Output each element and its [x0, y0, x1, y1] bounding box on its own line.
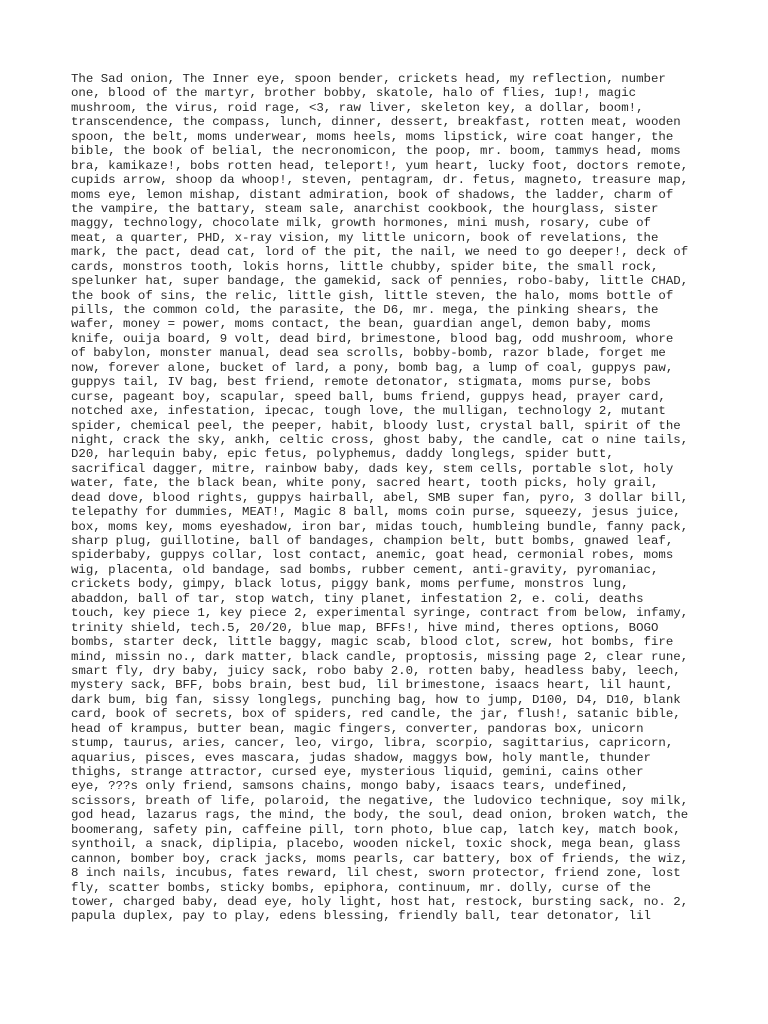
text-line: D20, harlequin baby, epic fetus, polyphemus, daddy longlegs, spider butt,	[71, 447, 614, 462]
text-line: bombs, starter deck, little baggy, magic scab, blood clot, screw, hot bombs, fire	[71, 635, 674, 650]
body-text	[71, 72, 711, 924]
text-line: trinity shield, tech.5, 20/20, blue map, BFFs!, hive mind, theres options, BOGO	[71, 620, 659, 635]
text-line: of babylon, monster manual, dead sea scrolls, bobby-bomb, razor blade, forget me	[71, 346, 666, 361]
text-line: transcendence, the compass, lunch, dinner, dessert, breakfast, rotten meat, wooden	[71, 115, 681, 130]
text-line: pills, the common cold, the parasite, the D6, mr. mega, the pinking shears, the	[71, 303, 659, 317]
text-line: spider, chemical peel, the peeper, habit, bloody lust, crystal ball, spirit of the	[71, 418, 681, 433]
text-line: box, moms key, moms eyeshadow, iron bar, midas touch, humbleing bundle, fanny pack,	[71, 519, 689, 534]
text-line: boomerang, safety pin, caffeine pill, torn photo, blue cap, latch key, match book,	[71, 822, 681, 837]
text-line: notched axe, infestation, ipecac, tough love, the mulligan, technology 2, mutant	[71, 404, 666, 419]
text-line: thighs, strange attractor, cursed eye, mysterious liquid, gemini, cains other	[71, 765, 644, 779]
text-line: touch, key piece 1, key piece 2, experimental syringe, contract from below, infamy,	[71, 606, 689, 621]
text-line: curse, pageant boy, scapular, speed ball, bums friend, guppys head, prayer card,	[71, 389, 666, 404]
text-line: meat, a quarter, PHD, x-ray vision, my little unicorn, book of revelations, the	[71, 230, 659, 245]
text-line: card, book of secrets, box of spiders, red candle, the jar, flush!, satanic bible,	[71, 707, 681, 722]
text-line: mind, missin no., dark matter, black candle, proptosis, missing page 2, clear rune,	[71, 649, 689, 664]
text-line: aquarius, pisces, eves mascara, judas shadow, maggys bow, holy mantle, thunder	[71, 750, 651, 765]
text-line: now, forever alone, bucket of lard, a pony, bomb bag, a lump of coal, guppys paw,	[71, 360, 674, 375]
text-line: maggy, technology, chocolate milk, growth hormones, mini mush, rosary, cube of	[71, 216, 651, 231]
text-line: tower, charged baby, dead eye, holy light, host hat, restock, bursting sack, no. 2,	[71, 894, 689, 909]
text-line: telepathy for dummies, MEAT!, Magic 8 ball, moms coin purse, squeezy, jesus juice,	[71, 505, 681, 520]
text-line: spelunker hat, super bandage, the gamekid, sack of pennies, robo-baby, little CHAD,	[71, 274, 689, 289]
text-line: stump, taurus, aries, cancer, leo, virgo, libra, scorpio, sagittarius, capricorn,	[71, 736, 674, 751]
text-line: dark bum, big fan, sissy longlegs, punching bag, how to jump, D100, D4, D10, blank	[71, 692, 681, 707]
text-line: papula duplex, pay to play, edens blessing, friendly ball, tear detonator, lil	[71, 909, 651, 924]
text-line: night, crack the sky, ankh, celtic cross, ghost baby, the candle, cat o nine tails,	[71, 432, 689, 447]
text-line: mushroom, the virus, roid rage, <3, raw liver, skeleton key, a dollar, boom!,	[71, 100, 644, 115]
text-line: knife, ouija board, 9 volt, dead bird, brimestone, blood bag, odd mushroom, whore	[71, 331, 674, 346]
text-line: spiderbaby, guppys collar, lost contact, anemic, goat head, cermonial robes, moms	[71, 548, 674, 563]
text-line: scissors, breath of life, polaroid, the negative, the ludovico technique, soy milk,	[71, 793, 689, 808]
text-line: cards, monstros tooth, lokis horns, little chubby, spider bite, the small rock,	[71, 259, 659, 274]
text-line: god head, lazarus rags, the mind, the body, the soul, dead onion, broken watch, the	[71, 808, 689, 823]
text-line: head of krampus, butter bean, magic fingers, converter, pandoras box, unicorn	[71, 721, 644, 736]
text-line: bra, kamikaze!, bobs rotten head, teleport!, yum heart, lucky foot, doctors remote,	[71, 158, 689, 173]
text-line: spoon, the belt, moms underwear, moms heels, moms lipstick, wire coat hanger, the	[71, 129, 674, 144]
text-line: water, fate, the black bean, white pony, sacred heart, tooth picks, holy grail,	[71, 476, 659, 491]
text-line: crickets body, gimpy, black lotus, piggy bank, moms perfume, monstros lung,	[71, 577, 629, 592]
text-line: one, blood of the martyr, brother bobby, skatole, halo of flies, 1up!, magic	[71, 86, 637, 101]
text-line: the book of sins, the relic, little gish, little steven, the halo, moms bottle of	[71, 288, 674, 303]
text-line: sacrifical dagger, mitre, rainbow baby, dads key, stem cells, portable slot, holy	[71, 461, 674, 476]
text-line: bible, the book of belial, the necronomicon, the poop, mr. boom, tammys head, moms	[71, 144, 681, 159]
text-line: eye, ???s only friend, samsons chains, mongo baby, isaacs tears, undefined,	[71, 779, 629, 794]
text-line: fly, scatter bombs, sticky bombs, epiphora, continuum, mr. dolly, curse of the	[71, 880, 651, 895]
text-line: mark, the pact, dead cat, lord of the pit, the nail, we need to go deeper!, deck of	[71, 245, 689, 260]
text-line: 8 inch nails, incubus, fates reward, lil chest, sworn protector, friend zone, lost	[71, 866, 681, 881]
text-line: smart fly, dry baby, juicy sack, robo baby 2.0, rotten baby, headless baby, leech,	[71, 663, 681, 678]
text-line: the vampire, the battary, steam sale, anarchist cookbook, the hourglass, sister	[71, 201, 659, 216]
text-line: synthoil, a snack, diplipia, placebo, wooden nickel, toxic shock, mega bean, glass	[71, 837, 681, 852]
text-line: dead dove, blood rights, guppys hairball, abel, SMB super fan, pyro, 3 dollar bill,	[71, 490, 689, 505]
text-line: sharp plug, guillotine, ball of bandages, champion belt, butt bombs, gnawed leaf,	[71, 534, 674, 548]
text-line: mystery sack, BFF, bobs brain, best bud, lil brimestone, isaacs heart, lil haunt,	[71, 678, 674, 693]
text-line: The Sad onion, The Inner eye, spoon bender, crickets head, my reflection, number	[71, 72, 666, 86]
text-line: abaddon, ball of tar, stop watch, tiny planet, infestation 2, e. coli, deaths	[71, 591, 644, 606]
text-line: guppys tail, IV bag, best friend, remote detonator, stigmata, moms purse, bobs	[71, 375, 651, 390]
text-line: wig, placenta, old bandage, sad bombs, rubber cement, anti-gravity, pyromaniac,	[71, 562, 659, 577]
text-line: wafer, money = power, moms contact, the bean, guardian angel, demon baby, moms	[71, 317, 651, 332]
text-line: cupids arrow, shoop da whoop!, steven, pentagram, dr. fetus, magneto, treasure map,	[71, 173, 689, 188]
text-line: cannon, bomber boy, crack jacks, moms pearls, car battery, box of friends, the wiz,	[71, 851, 689, 866]
text-line: moms eye, lemon mishap, distant admiration, book of shadows, the ladder, charm of	[71, 187, 674, 202]
